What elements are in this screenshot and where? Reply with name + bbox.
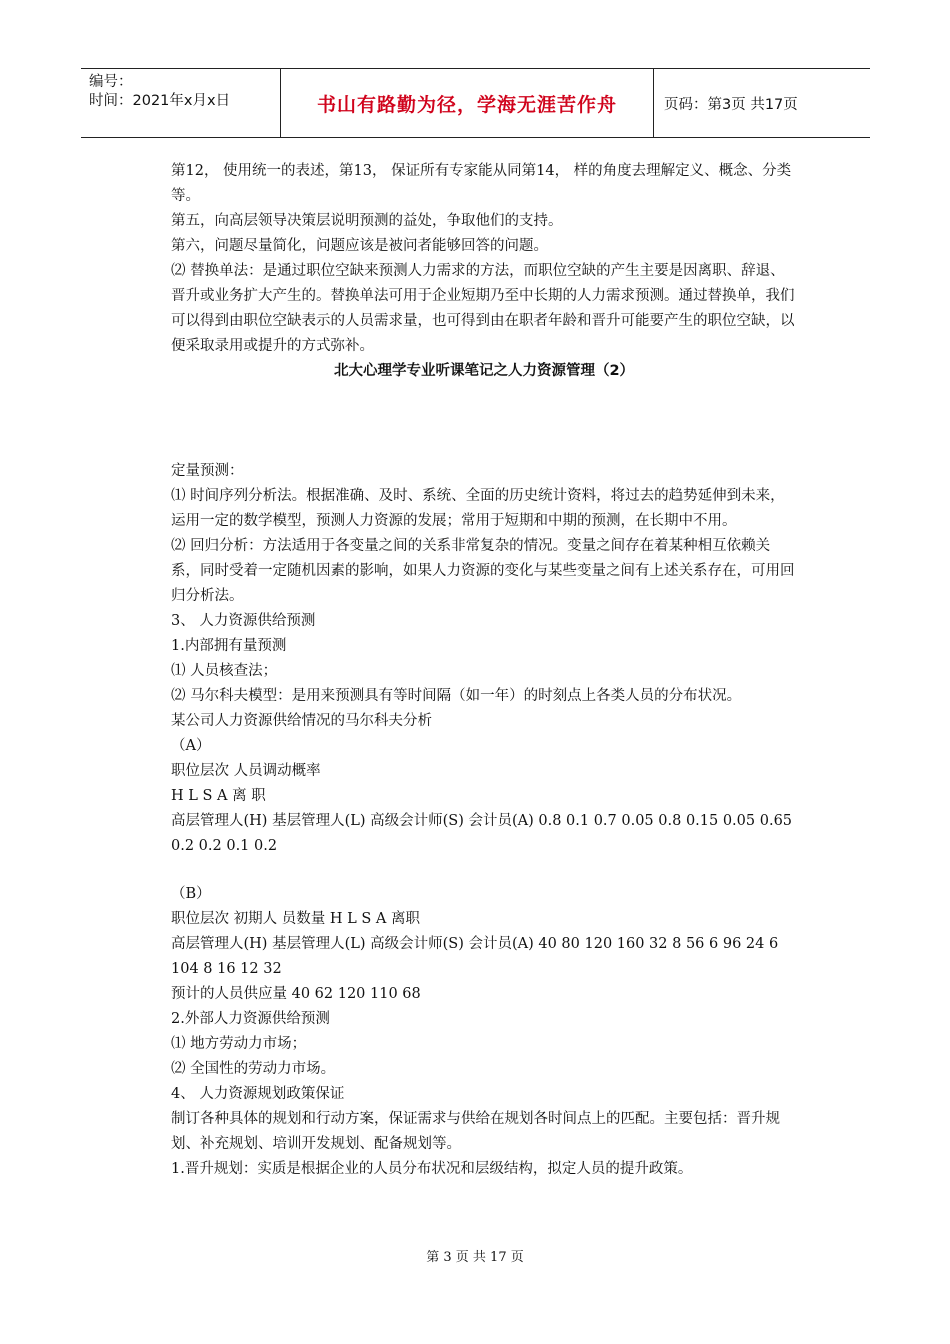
- section-title: 北大心理学专业听课笔记之人力资源管理（2）: [333, 363, 635, 379]
- paragraph: 2.外部人力资源供给预测: [171, 1011, 330, 1027]
- paragraph: 高层管理人(H) 基层管理人(L) 高级会计师(S) 会计员(A) 40 80 120 160 32 8 56 6 96 24 6 104 8 16 12 32: [171, 936, 779, 977]
- paragraph: 1.内部拥有量预测: [171, 638, 287, 654]
- paragraph: 高层管理人(H) 基层管理人(L) 高级会计师(S) 会计员(A) 0.8 0.1 0.7 0.05 0.8 0.15 0.05 0.65 0.2 0.2 0.1 0.2: [171, 813, 793, 854]
- paragraph: 制订各种具体的规划和行动方案，保证需求与供给在规划各时间点上的匹配。主要包括：晋升规划、补充规划、培训开发规划、配备规划等。: [171, 1111, 780, 1152]
- paragraph: 4、 人力资源规划政策保证: [171, 1086, 345, 1102]
- paragraph: ⑴ 人员核查法；: [171, 663, 278, 679]
- paragraph: ⑴ 地方劳动力市场；: [171, 1036, 307, 1052]
- paragraph: 某公司人力资源供给情况的马尔科夫分析: [171, 713, 432, 729]
- page-footer: 第 3 页 共 17 页: [426, 1250, 524, 1265]
- page-info: 页码：第3页 共17页: [664, 96, 798, 113]
- paragraph: 1.晋升规划：实质是根据企业的人员分布状况和层级结构，拟定人员的提升政策。: [171, 1161, 693, 1177]
- paragraph: （A）: [171, 738, 211, 754]
- paragraph: 职位层次 初期人 员数量 H L S A 离职: [171, 911, 420, 927]
- paragraph: ⑵ 替换单法：是通过职位空缺来预测人力需求的方法，而职位空缺的产生主要是因离职、辞退、晋升或业务扩大产生的。替换单法可用于企业短期乃至中长期的人力需求预测。通过替换单，我们可以得到由职位空缺表示的人员需求量，也可得到由在职者年龄和晋升可能要产生的职位空缺，以便采取录用或提升的方式弥补。: [171, 263, 795, 354]
- paragraph: 定量预测：: [171, 463, 244, 479]
- number-label: 编号：: [89, 74, 133, 90]
- page-header: [81, 68, 870, 138]
- paragraph: 第12， 使用统一的表述，第13， 保证所有专家能从同第14， 样的角度去理解定义、概念、分类等。: [171, 163, 792, 204]
- header-left-cell: [81, 69, 281, 137]
- paragraph: ⑴ 时间序列分析法。根据准确、及时、系统、全面的历史统计资料，将过去的趋势延伸到未来，运用一定的数学模型，预测人力资源的发展；常用于短期和中期的预测，在长期中不用。: [171, 488, 785, 529]
- paragraph: （B）: [171, 886, 211, 902]
- paragraph: 第六，问题尽量简化，问题应该是被问者能够回答的问题。: [171, 238, 548, 254]
- paragraph: 预计的人员供应量 40 62 120 110 68: [171, 986, 421, 1002]
- paragraph: H L S A 离 职: [171, 788, 266, 804]
- paragraph: ⑵ 回归分析：方法适用于各变量之间的关系非常复杂的情况。变量之间存在着某种相互依赖关系，同时受着一定随机因素的影响，如果人力资源的变化与某些变量之间有上述关系存在，可用回归分析法。: [171, 538, 795, 604]
- time-label: 时间：2021年x月x日: [89, 93, 231, 109]
- paragraph: 第五，向高层领导决策层说明预测的益处，争取他们的支持。: [171, 213, 563, 229]
- document-body: [171, 159, 797, 1182]
- motto: 书山有路勤为径，学海无涯苦作舟: [281, 69, 654, 137]
- paragraph: ⑵ 全国性的劳动力市场。: [171, 1061, 336, 1077]
- paragraph: 职位层次 人员调动概率: [171, 763, 321, 779]
- paragraph: ⑵ 马尔科夫模型：是用来预测具有等时间隔（如一年）的时刻点上各类人员的分布状况。: [171, 688, 742, 704]
- paragraph: 3、 人力资源供给预测: [171, 613, 316, 629]
